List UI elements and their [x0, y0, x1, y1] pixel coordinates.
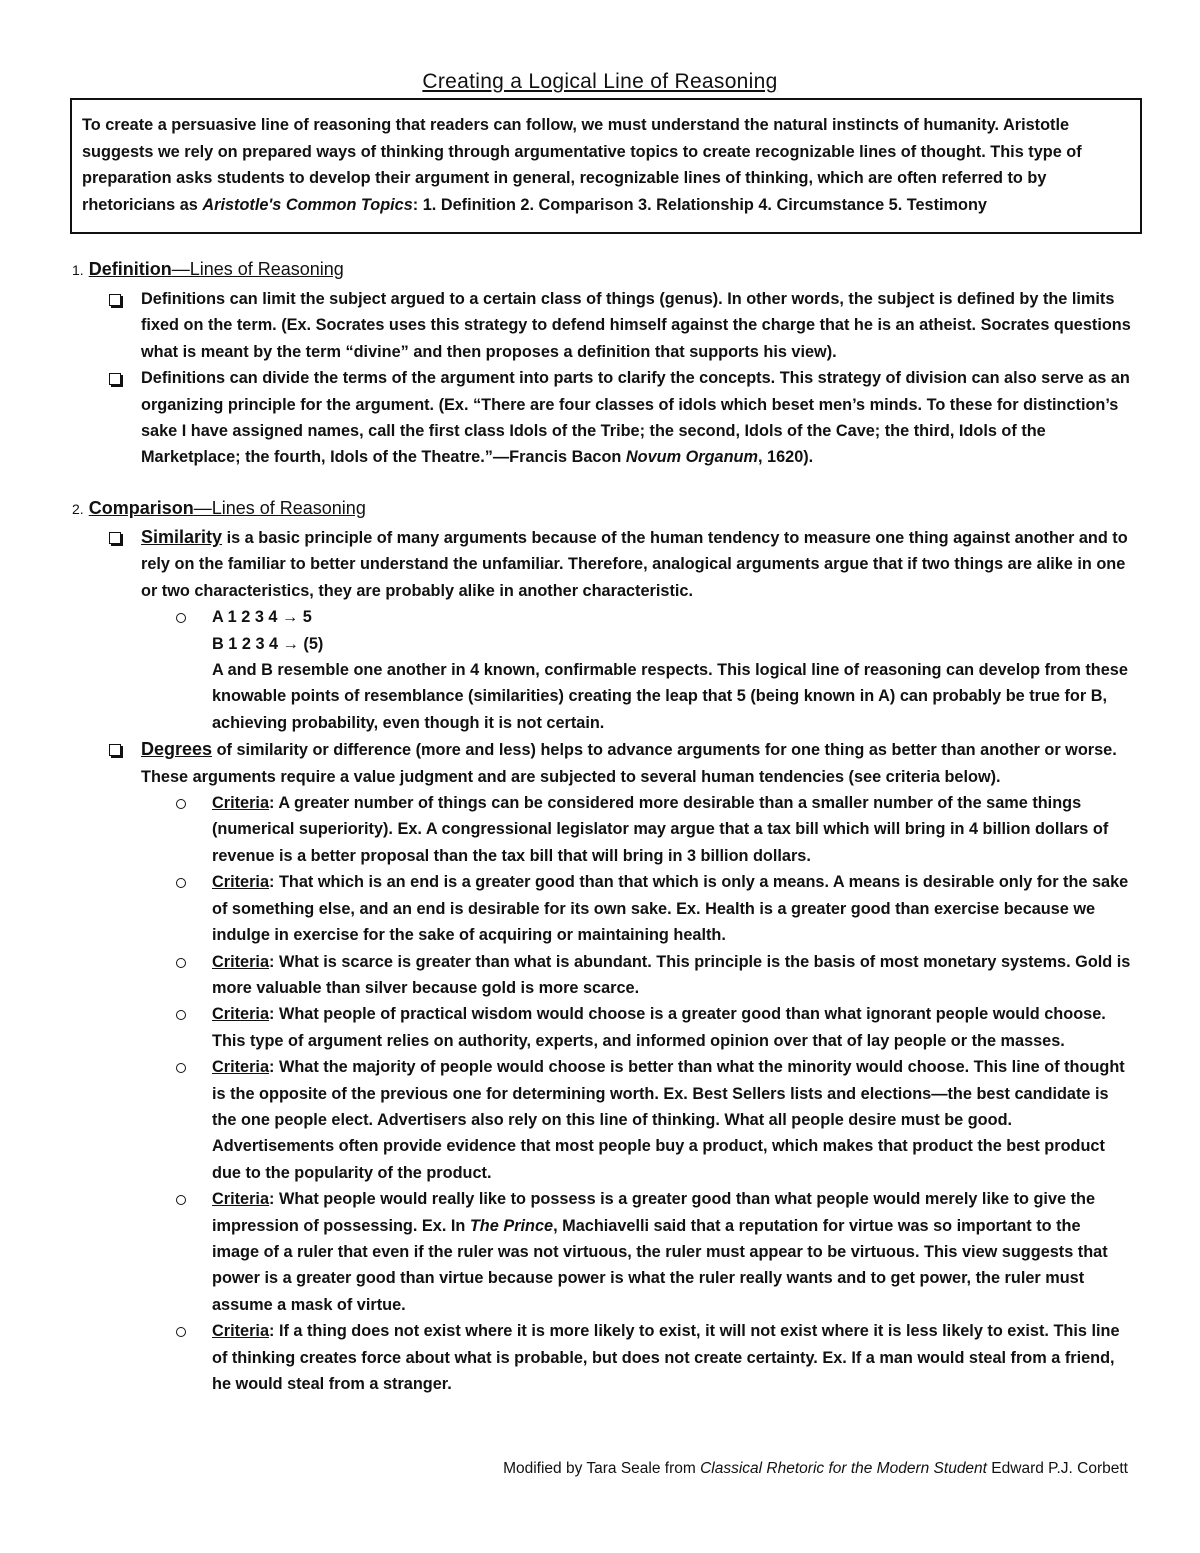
analogy-b: B 1 2 3 4 → (5) [212, 634, 324, 653]
criteria-text-end: , Machiavelli said that a reputation for virtue was so important to the image of a ruler that even if the ruler was not virtuous, the ruler must appear to be virtuous. This view suggests that power is a greater good than virtue because power is what the ruler really wants and to get power, the ruler must assume a mask of virtue. [212, 1216, 1108, 1314]
circle-bullet-icon [176, 799, 186, 809]
criteria-item [212, 790, 1132, 869]
section-definition-heading [72, 259, 344, 280]
circle-bullet-icon [176, 613, 186, 623]
item-text: of similarity or difference (more and less) helps to advance arguments for one thing as better than another or worse. These arguments require a value judgment and are subjected to several human tendencies (see criteria below). [141, 741, 1117, 786]
analogy-text: A and B resemble one another in 4 known, confirmable respects. This logical line of reasoning can develop from these knowable points of resemblance (similarities) creating the leap that 5 (being known in A) can probably be true for B, achieving probability, even though it is not certain. [212, 661, 1128, 732]
circle-bullet-icon [176, 1327, 186, 1337]
section-number: 1. [72, 262, 84, 278]
item-text: Definitions can divide the terms of the argument into parts to clarify the concepts. This strategy of division can also serve as an organizing principle for the argument. (Ex. “There are four classes of idols which beset men’s minds. To these for distinction’s sake I have assigned names, call the first class Idols of the Tribe; the second, Idols of the Cave; the third, Idols of the Marketplace; the fourth, Idols of the Theatre.”—Francis Bacon [141, 369, 1130, 467]
criteria-text: : A greater number of things can be considered more desirable than a smaller number of the same things (numerical superiority). Ex. A congressional legislator may argue that a tax bill which will bring in 4 billion dollars of revenue is a better proposal than the tax bill that will bring in 3 billion dollars. [212, 794, 1109, 865]
criteria-label: Criteria [212, 1322, 270, 1341]
criteria-text: : What people of practical wisdom would choose is a greater good than what ignorant people would choose. This type of argument relies on authority, experts, and informed opinion over that of lay people or the masses. [212, 1005, 1106, 1050]
criteria-label: Criteria [212, 873, 270, 892]
circle-bullet-icon [176, 1063, 186, 1073]
criteria-label: Criteria [212, 952, 270, 971]
analogy-a: A 1 2 3 4 → 5 [212, 608, 312, 627]
criteria-label: Criteria [212, 1005, 270, 1024]
intro-box [70, 98, 1142, 234]
keyword-degrees: Degrees [141, 739, 213, 760]
checkbox-bullet-icon [109, 294, 121, 306]
item-text: is a basic principle of many arguments because of the human tendency to measure one thing against another and to rely on the familiar to better understand the unfamiliar. Therefore, analogical arguments argue that if two things are alike in one or two characteristics, they are probably alike in another characteristic. [141, 529, 1128, 600]
criteria-item [212, 1054, 1132, 1186]
checkbox-bullet-icon [109, 532, 121, 544]
criteria-item [212, 1318, 1132, 1397]
criteria-label: Criteria [212, 1058, 270, 1077]
list-item [141, 736, 1131, 790]
footer-author: Edward P.J. Corbett [986, 1460, 1128, 1477]
footer-credit [503, 1460, 1128, 1478]
section-comparison-heading [72, 498, 366, 519]
checkbox-bullet-icon [109, 373, 121, 385]
item-text: Definitions can limit the subject argued to a certain class of things (genus). In other words, the subject is defined by the limits fixed on the term. (Ex. Socrates uses this strategy to defend himself against the charge that he is an atheist. Socrates questions what is meant by the term “divine” and then proposes a definition that supports his view). [141, 290, 1131, 361]
criteria-text: : If a thing does not exist where it is more likely to exist, it will not exist where it is less likely to exist. This line of thinking creates force about what is probable, but does not create certainty. Ex. If a man would steal from a friend, he would steal from a stranger. [212, 1322, 1120, 1393]
criteria-item [212, 869, 1132, 948]
analogy-item [212, 604, 1132, 736]
list-item [141, 286, 1131, 365]
item-text-end: , 1620). [757, 448, 814, 467]
circle-bullet-icon [176, 878, 186, 888]
circle-bullet-icon [176, 958, 186, 968]
comparison-list [0, 524, 1200, 1397]
footer-book-title: Classical Rhetoric for the Modern Student [700, 1460, 987, 1477]
keyword-similarity: Similarity [141, 527, 223, 547]
checkbox-bullet-icon [109, 744, 121, 756]
list-item [141, 524, 1131, 604]
list-item [141, 365, 1131, 471]
section-name: Definition [88, 259, 172, 279]
criteria-text: : What is scarce is greater than what is abundant. This principle is the basis of most monetary systems. Gold is more valuable than silver because gold is more scarce. [212, 952, 1131, 997]
definition-list [0, 286, 1200, 471]
section-subtitle: —Lines of Reasoning [171, 259, 344, 279]
page-title: Creating a Logical Line of Reasoning [422, 70, 778, 93]
footer-prefix: Modified by Tara Seale from [503, 1460, 701, 1477]
criteria-text: : What people would really like to possess is a greater good than what people would merely like to give the impression of possessing. Ex. In [212, 1190, 1096, 1235]
criteria-italic: The Prince [469, 1216, 554, 1235]
criteria-text: : What the majority of people would choose is better than what the minority would choose. This line of thought is the opposite of the previous one for determining worth. Ex. Best Sellers lists and elections—the best candidate is the one people elect. Advertisers also rely on this line of thinking. What all people desire must be good. Advertisements often provide evidence that most people buy a product, which makes that product the best product due to the popularity of the product. [212, 1058, 1125, 1182]
section-number: 2. [72, 501, 84, 517]
criteria-text: : That which is an end is a greater good than that which is only a means. A means is desirable only for the sake of something else, and an end is desirable for its own sake. Ex. Health is a greater good than exercise because we indulge in exercise for the sake of acquiring or maintaining health. [212, 873, 1129, 945]
criteria-label: Criteria [212, 1190, 270, 1209]
criteria-item [212, 1001, 1132, 1054]
circle-bullet-icon [176, 1195, 186, 1205]
criteria-item [212, 949, 1132, 1002]
intro-text: To create a persuasive line of reasoning that readers can follow, we must understand the natural instincts of humanity. Aristotle suggests we rely on prepared ways of thinking through argumentative topics to create recognizable lines of thought. This type of preparation asks students to develop their argument in general, recognizable lines of thinking, which are often referred to by rhetoricians as [82, 116, 1082, 214]
intro-italic: Aristotle's Common Topics [202, 195, 413, 214]
criteria-label: Criteria [212, 794, 270, 813]
item-italic: Novum Organum [625, 448, 758, 467]
circle-bullet-icon [176, 1010, 186, 1020]
section-subtitle: —Lines of Reasoning [193, 498, 366, 518]
section-name: Comparison [88, 498, 194, 518]
intro-topics: : 1. Definition 2. Comparison 3. Relationship 4. Circumstance 5. Testimony [412, 195, 987, 214]
criteria-item [212, 1186, 1132, 1318]
